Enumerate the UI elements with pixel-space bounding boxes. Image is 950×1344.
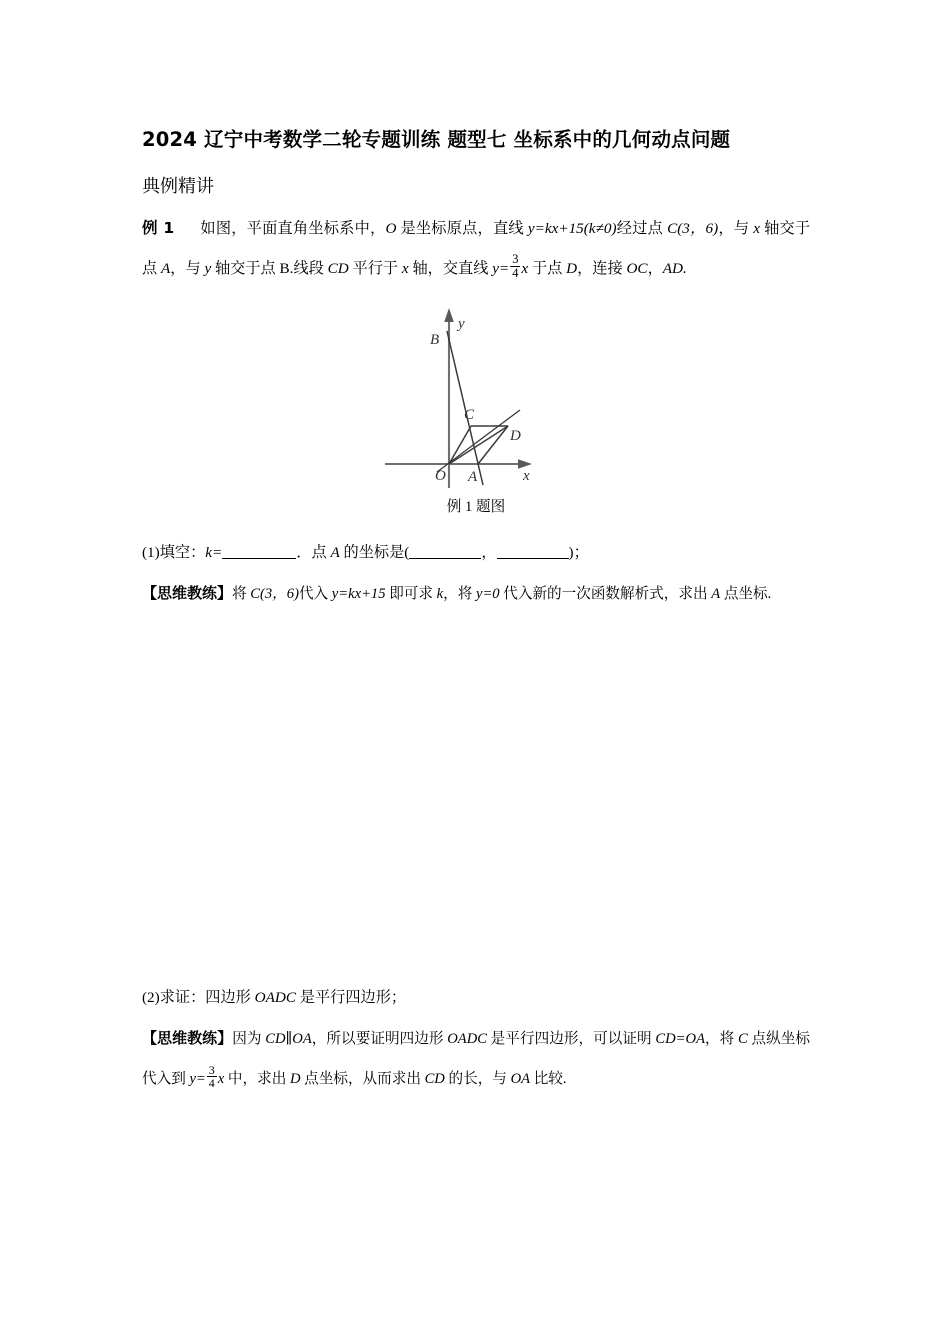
coach-1-text-2: 代入 [298, 586, 329, 602]
coach-2-text-6: 中，求出 [227, 1071, 287, 1087]
statement-axis-x-1: x [753, 220, 761, 237]
question-1-text-2: ．点 [296, 544, 327, 561]
example-statement [142, 208, 810, 289]
question-1-text-4: )； [568, 544, 589, 561]
coach-2-cd-eq-oa: CD=OA [655, 1031, 705, 1047]
statement-segment-AD: AD. [662, 260, 687, 277]
point-label-O: O [435, 468, 446, 484]
coach-1-y-zero: y=0 [475, 586, 500, 602]
coach-2-parallel: CD∥OA [265, 1031, 312, 1047]
axis-label-y: y [458, 316, 465, 332]
coach-2-text-3: 是平行四边形，可以证明 [490, 1031, 652, 1047]
fraction-denominator-2: 4 [208, 1076, 215, 1091]
question-2-coach [142, 1018, 810, 1099]
coach-2-text-4: ，将 [704, 1031, 735, 1047]
statement-symbol-O: O [385, 220, 397, 237]
question-2-number: (2) [142, 989, 160, 1006]
coach-2-segment-CD: CD [424, 1071, 445, 1087]
point-label-A: A [468, 469, 478, 485]
segment-OC [449, 426, 471, 464]
question-2-prompt [142, 978, 810, 1018]
statement-axis-x-2: x [401, 260, 409, 277]
answer-blank-A-y[interactable] [497, 543, 569, 558]
statement-equation-1: y=kx+15(k≠0) [527, 220, 617, 237]
statement-point-D: D [566, 260, 578, 277]
coach-2-point-C: C [738, 1031, 748, 1047]
question-1-comma: ， [481, 544, 497, 561]
coach-1-equation: y=kx+15 [331, 586, 386, 602]
question-2-text-1: 求证：四边形 [159, 989, 251, 1006]
coach-2-segment-OA: OA [510, 1071, 531, 1087]
statement-axis-y-1: y [204, 260, 212, 277]
coach-1-text-6: 点坐标. [723, 586, 772, 602]
statement-text-5: 轴交于点 [142, 220, 811, 277]
axis-label-x: x [523, 468, 530, 484]
coordinate-figure-svg [142, 300, 810, 495]
statement-text-9: 轴，交直线 [412, 260, 489, 277]
example-label: 例 1 [142, 219, 175, 237]
statement-text-6: ，与 [170, 260, 201, 277]
coach-label-2: 【思维教练】 [142, 1029, 233, 1047]
coach-1-text-5: 代入新的一次函数解析式，求出 [503, 586, 708, 602]
statement-point-C: C(3，6) [667, 220, 719, 237]
y-axis-arrow [444, 308, 454, 322]
statement-equation-2-var: x [521, 260, 529, 277]
question-1-coach [142, 573, 810, 614]
question-1-number: (1) [142, 544, 160, 561]
fraction-numerator-2: 3 [208, 1062, 215, 1077]
fraction-three-quarters-1 [510, 253, 520, 280]
coach-2-equation-lhs: y= [189, 1071, 206, 1087]
statement-segment-OC: OC [626, 260, 648, 277]
point-label-D: D [510, 428, 521, 444]
coach-2-text-1: 因为 [232, 1031, 262, 1047]
question-2-quad-OADC: OADC [254, 989, 296, 1006]
statement-point-A: A [160, 260, 171, 277]
coach-1-point-A: A [711, 586, 721, 602]
coach-2-text-7: 点坐标，从而求出 [304, 1071, 421, 1087]
statement-text-7: 轴交于点 B.线段 [214, 260, 324, 277]
statement-text-comma: ， [647, 260, 663, 277]
point-label-B: B [430, 332, 440, 348]
question-1-prompt [142, 533, 810, 573]
coach-1-point-C: C(3，6) [250, 586, 299, 602]
question-1-text-1: 填空： [159, 544, 206, 561]
fraction-three-quarters-2 [207, 1064, 217, 1090]
statement-equation-2-lhs: y= [492, 260, 510, 277]
coach-2-text-8: 的长，与 [448, 1071, 507, 1087]
question-1-point-A: A [330, 544, 340, 561]
coach-2-equation-var: x [217, 1071, 225, 1087]
figure-caption: 例 1 题图 [446, 499, 506, 515]
section-heading: 典例精讲 [142, 176, 214, 197]
statement-segment-CD: CD [327, 260, 349, 277]
coach-1-k: k [436, 586, 444, 602]
point-label-C: C [464, 407, 475, 423]
statement-text-1: 如图，平面直角坐标系中， [200, 220, 386, 237]
statement-text-10: 于点 [531, 260, 563, 277]
coach-2-text-5: 点纵坐标代入到 [142, 1031, 810, 1087]
page-title: 2024 辽宁中考数学二轮专题训练 题型七 坐标系中的几何动点问题 [142, 128, 731, 151]
coach-label-1: 【思维教练】 [142, 584, 233, 602]
question-2-text-2: 是平行四边形； [299, 989, 407, 1006]
example-figure [142, 300, 810, 530]
segment-AD [478, 426, 508, 464]
statement-text-11: ，连接 [577, 260, 623, 277]
question-1-k: k= [205, 544, 223, 561]
coach-1-text-4: ，将 [443, 586, 473, 602]
fraction-denominator: 4 [512, 266, 519, 281]
coach-2-point-D: D [289, 1071, 301, 1087]
coach-2-quad-OADC: OADC [447, 1031, 487, 1047]
fraction-numerator: 3 [512, 252, 519, 267]
statement-text-2: 是坐标原点，直线 [400, 220, 524, 237]
statement-text-4: ，与 [718, 220, 750, 237]
coach-2-text-9: 比较. [533, 1071, 567, 1087]
segment-OD [449, 426, 508, 464]
coach-1-text-1: 将 [232, 586, 247, 602]
statement-text-3: 经过点 [616, 220, 664, 237]
coach-2-text-2: ，所以要证明四边形 [311, 1031, 444, 1047]
coach-1-text-3: 即可求 [389, 586, 433, 602]
answer-blank-k[interactable] [222, 543, 296, 558]
statement-text-8: 平行于 [352, 260, 399, 277]
answer-blank-A-x[interactable] [409, 543, 481, 558]
question-1-text-3: 的坐标是( [343, 544, 410, 561]
